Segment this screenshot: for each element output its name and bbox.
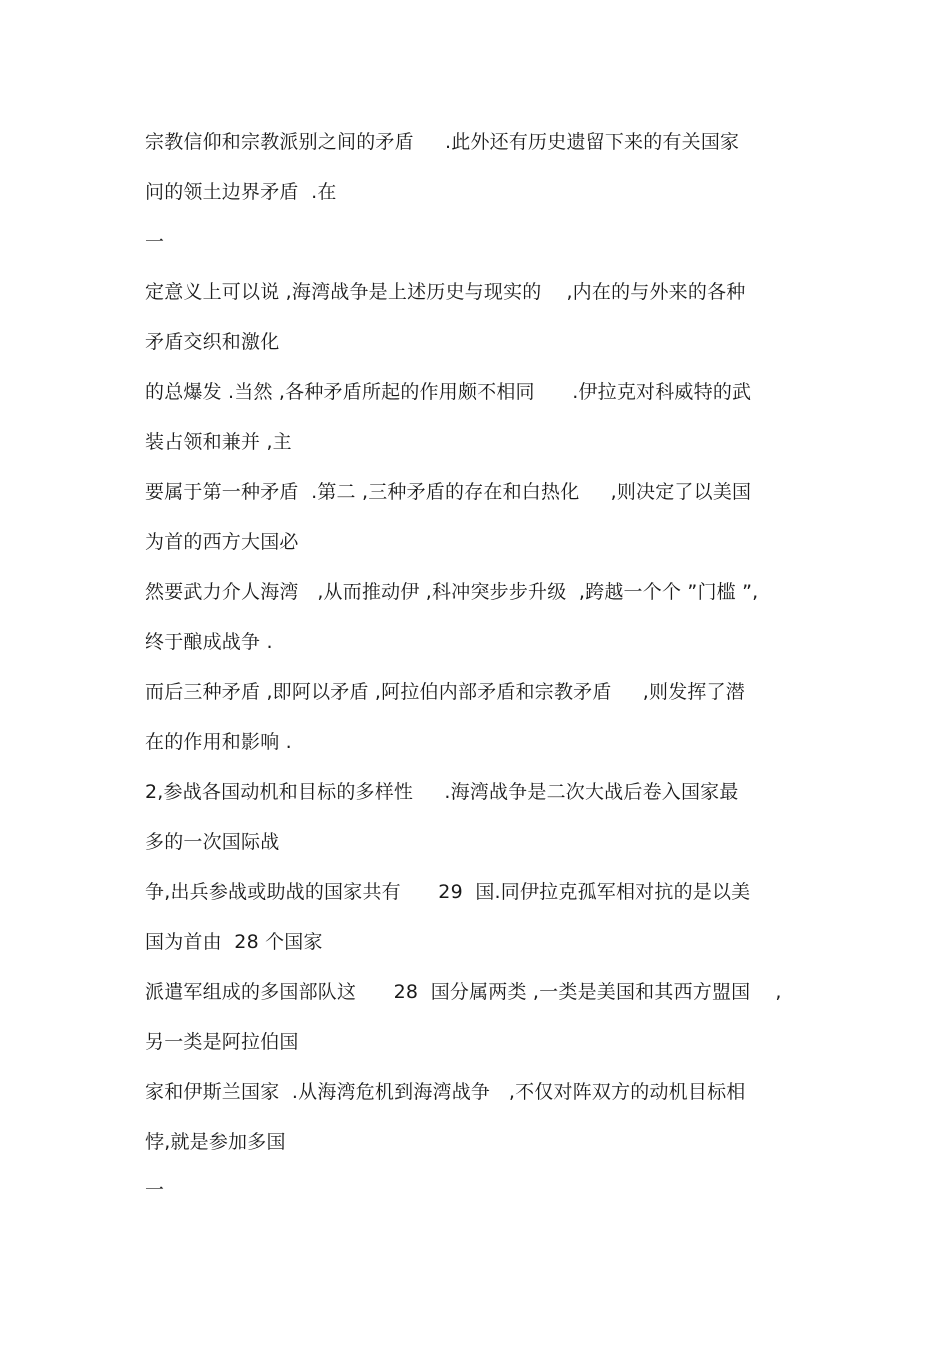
text-line: 要属于第一种矛盾 .第二 ,三种矛盾的存在和白热化 ,则决定了以美国 <box>145 481 752 503</box>
text-line: 在的作用和影响 . <box>145 731 292 753</box>
text-line: 一 <box>145 1179 165 1201</box>
text-line: 悖,就是参加多国 <box>145 1131 286 1153</box>
text-line: 装占领和兼并 ,主 <box>145 431 292 453</box>
text-line: 为首的西方大国必 <box>145 531 299 553</box>
text-line: 一 <box>145 231 165 253</box>
text-line: 多的一次国际战 <box>145 831 280 853</box>
text-line: 另一类是阿拉伯国 <box>145 1031 299 1053</box>
text-line: 宗教信仰和宗教派别之间的矛盾 .此外还有历史遗留下来的有关国家 <box>145 131 740 153</box>
text-line: 的总爆发 .当然 ,各种矛盾所起的作用颇不相同 .伊拉克对科威特的武 <box>145 381 752 403</box>
text-line: 家和伊斯兰国家 .从海湾危机到海湾战争 ,不仅对阵双方的动机目标相 <box>145 1081 746 1103</box>
text-line: 争,出兵参战或助战的国家共有 29 国.同伊拉克孤军相对抗的是以美 <box>145 881 751 903</box>
text-line: 国为首由 28 个国家 <box>145 931 323 953</box>
text-line: 而后三种矛盾 ,即阿以矛盾 ,阿拉伯内部矛盾和宗教矛盾 ,则发挥了潜 <box>145 681 745 703</box>
text-line: 然要武力介人海湾 ,从而推动伊 ,科冲突步步升级 ,跨越一个个 ”门槛 ”, <box>145 581 759 603</box>
text-line: 矛盾交织和激化 <box>145 331 280 353</box>
text-line: 终于酿成战争 . <box>145 631 273 653</box>
text-line: 问的领土边界矛盾 .在 <box>145 181 337 203</box>
text-line: 定意义上可以说 ,海湾战争是上述历史与现实的 ,内在的与外来的各种 <box>145 281 746 303</box>
text-line: 2,参战各国动机和目标的多样性 .海湾战争是二次大战后卷入国家最 <box>145 781 739 803</box>
text-line: 派遣军组成的多国部队这 28 国分属两类 ,一类是美国和其西方盟国 , <box>145 981 782 1003</box>
